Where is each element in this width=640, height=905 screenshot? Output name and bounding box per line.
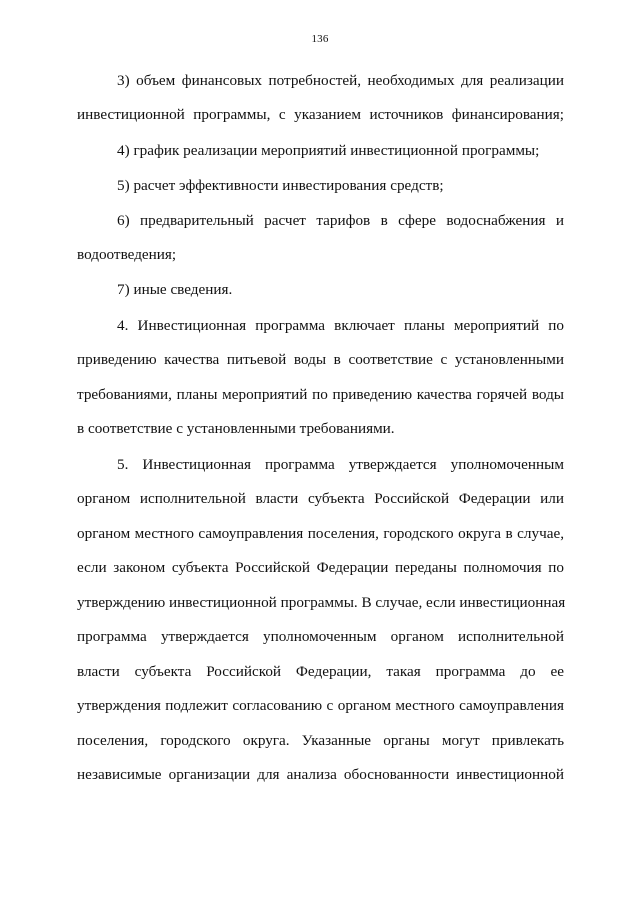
text-line: приведению качества питьевой воды в соответствие с установленными bbox=[77, 351, 564, 368]
text-line: органом исполнительной власти субъекта Российской Федерации или bbox=[77, 490, 564, 507]
text-line: инвестиционной программы, с указанием источников финансирования; bbox=[77, 106, 564, 123]
text-line: поселения, городского округа. Указанные органы могут привлекать bbox=[77, 732, 564, 749]
text-line: в соответствие с установленными требованиями. bbox=[77, 420, 395, 437]
text-line: независимые организации для анализа обоснованности инвестиционной bbox=[77, 766, 564, 783]
text-line: требованиями, планы мероприятий по приведению качества горячей воды bbox=[77, 386, 564, 403]
text-line: 4. Инвестиционная программа включает планы мероприятий по bbox=[117, 317, 564, 334]
text-line: 5. Инвестиционная программа утверждается уполномоченным bbox=[117, 456, 564, 473]
text-line: власти субъекта Российской Федерации, такая программа до ее bbox=[77, 663, 564, 680]
text-line: 5) расчет эффективности инвестирования средств; bbox=[117, 177, 444, 194]
text-line: утверждения подлежит согласованию с органом местного самоуправления bbox=[77, 697, 564, 714]
text-line: 6) предварительный расчет тарифов в сфере водоснабжения и bbox=[117, 212, 564, 229]
text-line: водоотведения; bbox=[77, 246, 177, 263]
page-number: 136 bbox=[311, 33, 329, 45]
text-line: если законом субъекта Российской Федерации переданы полномочия по bbox=[77, 559, 564, 576]
text-line: 3) объем финансовых потребностей, необходимых для реализации bbox=[117, 72, 564, 89]
text-line: 7) иные сведения. bbox=[117, 281, 233, 298]
text-line: программа утверждается уполномоченным органом исполнительной bbox=[77, 628, 564, 645]
text-line: 4) график реализации мероприятий инвестиционной программы; bbox=[117, 142, 540, 159]
text-line: утверждению инвестиционной программы. В случае, если инвестиционная bbox=[77, 594, 566, 611]
text-line: органом местного самоуправления поселения, городского округа в случае, bbox=[77, 525, 564, 542]
